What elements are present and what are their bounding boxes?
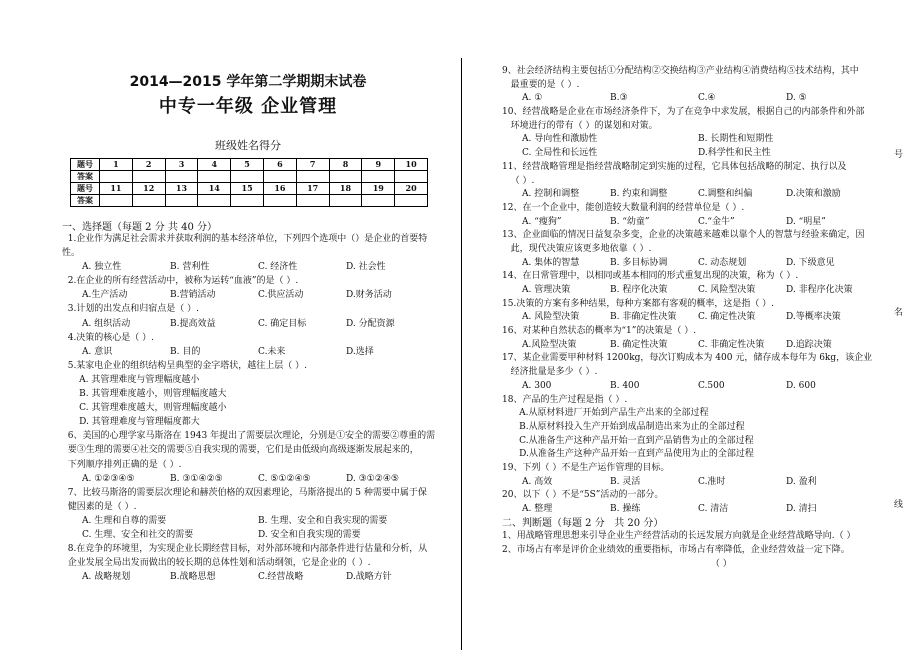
question-text: D.从准备生产这种产品开始一直到产品使用为止的全部过程 [502, 449, 754, 460]
option[interactable]: B. 目的 [170, 346, 201, 357]
option[interactable]: B. 非确定性决策 [610, 312, 677, 323]
option[interactable]: C. 经济性 [258, 262, 298, 273]
question-text: 1.企业作为满足社会需求并获取利润的基本经济单位，下列四个选项中（）是企业的首要特 [62, 234, 428, 244]
option[interactable]: D.决策和激励 [786, 189, 841, 200]
section-choice-heading: 一、选择题（每题 2 分 共 40 分） [62, 222, 217, 233]
score-table [70, 158, 428, 207]
option[interactable]: A. ① [522, 93, 543, 104]
option[interactable]: D.等概率决策 [786, 312, 841, 323]
question-text: 18、产品的生产过程是指（ ）. [502, 394, 628, 405]
option-row [502, 381, 874, 395]
option[interactable]: C.未来 [258, 346, 286, 357]
option[interactable]: D. 下级意见 [786, 257, 835, 268]
option[interactable]: C. ⑤①②④⑤ [258, 473, 311, 484]
option[interactable]: C. 全局性和长远性 [522, 148, 598, 159]
question-text: 2、市场占有率是评价企业绩效的重要指标，市场占有率降低，企业经营效益一定下降。 [502, 545, 850, 556]
option-row [502, 504, 874, 518]
option[interactable]: B. 约束和调整 [610, 189, 668, 200]
option[interactable]: B. 程序化决策 [610, 285, 668, 295]
question-text: B. 其管理难度越小，则管理幅度越大 [62, 389, 227, 400]
option[interactable]: C. 生理、安全和社交的需要 [82, 529, 194, 540]
option[interactable]: A. 管理决策 [522, 285, 571, 295]
question-text: 12、在一个企业中，能创造较大数量利润的经营单位是（ ）. [502, 202, 745, 213]
question-text: 企业发展全局出发而做出的较长期的总体性划和活动纲领，它是企业的（ ）. [62, 558, 371, 569]
option-row [502, 340, 874, 354]
option[interactable]: C. 动态规划 [698, 257, 747, 268]
option[interactable]: B.提高效益 [170, 318, 216, 329]
question-text: 13、企业面临的情况日益复杂多变，企业的决策越来越难以靠个人的智慧与经验来确定，因 [502, 230, 865, 241]
option[interactable]: D. 非程序化决策 [786, 285, 853, 295]
name-line: 班级姓名得分 [215, 139, 281, 152]
question-text: 5.某家电企业的组织结构呈典型的金字塔状，越往上层（ ）. [62, 360, 308, 371]
side-mark: 号 [894, 150, 904, 160]
question-text: 4.决策的核心是（ ）. [62, 332, 155, 343]
option[interactable]: C. 确定目标 [258, 318, 307, 329]
question-text: 健因素的是（ ）. [62, 501, 137, 512]
question-text: 11、经营战略管理是指经营战略制定到实施的过程，它具体包括战略的制定、执行以及 [502, 161, 847, 172]
option[interactable]: B. “幼童” [610, 216, 650, 227]
option[interactable]: A. 组织活动 [82, 318, 131, 329]
option[interactable]: D. 安全和自我实现的需要 [258, 529, 361, 540]
table-row: 题号 1 2 3 4 5 6 7 8 9 10 [71, 159, 428, 171]
option[interactable]: A. 生理和自尊的需要 [82, 515, 167, 526]
option[interactable]: C.准时 [698, 476, 726, 487]
option-row [502, 148, 874, 162]
question-text: 1、用战略管理思想来引导企业生产经营活动的长远发展方向就是企业经营战略导向.（ ） [502, 531, 856, 542]
option-row [502, 217, 874, 231]
question-text: 15.决策的方案有多种结果，每种方案都有客观的概率，这是指（ ）. [502, 298, 775, 309]
option-row [62, 572, 434, 586]
question-text: 3.计划的出发点和归宿点是（ ）. [62, 304, 200, 315]
option[interactable]: D. 清扫 [786, 504, 817, 514]
question-text: 9、社会经济结构主要包括①分配结构②交换结构③产业结构④消费结构⑤技术结构，其中 [502, 66, 859, 76]
option-row [502, 93, 874, 107]
option[interactable]: D. 分配资源 [346, 318, 395, 329]
question-text: A.从原材料进厂开始到产品生产出来的全部过程 [502, 408, 709, 419]
option[interactable]: C. 风险型决策 [698, 285, 756, 295]
question-text: 7、比较马斯洛的需要层次理论和赫茨伯格的双因素理论，马斯洛提出的 5 种需要中属于保 [62, 487, 427, 498]
option[interactable]: C. 非确定性决策 [698, 339, 765, 350]
question-text: 17、某企业需要甲种材料 1200kg，每次订购成本为 400 元，储存成本每年为 6kg，该企业 [502, 353, 873, 364]
option[interactable]: C.经营战略 [258, 572, 304, 583]
question-text: 此，现代决策应该更多地依靠（ ）. [502, 243, 652, 254]
option[interactable]: C.“金牛” [698, 216, 735, 227]
option[interactable]: D.财务活动 [346, 290, 392, 301]
option[interactable]: B. ③①④②⑤ [170, 473, 223, 484]
option[interactable]: B. 400 [610, 380, 640, 391]
question-text: A. 其管理难度与管理幅度越小 [62, 374, 200, 385]
option-row [502, 134, 874, 148]
option[interactable]: D. 盈利 [786, 476, 817, 487]
option[interactable]: A. “瘦狗” [522, 216, 562, 227]
option[interactable]: C.④ [698, 93, 716, 104]
question-text: D. 其管理难度与管理幅度都大 [62, 417, 200, 428]
question-text: 6、美国的心理学家马斯洛在 1943 年提出了需要层次理论，分别是①安全的需要②尊重的需 [62, 431, 436, 442]
exam-year-title: 2014—2015 学年第二学期期末试卷 [129, 74, 367, 90]
option-row [502, 477, 874, 491]
option[interactable]: A.生产活动 [82, 290, 128, 301]
side-mark: 名 [894, 308, 904, 318]
option[interactable]: C.供应活动 [258, 290, 304, 301]
question-text: 10、经营战略是企业在市场经济条件下，为了在竞争中求发展，根据自己的内部条件和外部 [502, 107, 865, 118]
question-text: 14、在日常管理中，以相同或基本相同的形式重复出现的决策，称为（ ）. [502, 271, 799, 282]
option[interactable]: D. 社会性 [346, 262, 386, 273]
option-row [62, 530, 434, 544]
option[interactable]: A. 导向性和激励性 [522, 134, 598, 145]
question-text: 最重要的是（ ）. [502, 79, 580, 90]
question-text: 20、以下（ ）不是“5S”活动的一部分。 [502, 490, 664, 501]
option[interactable]: A. 整理 [522, 504, 553, 514]
option[interactable]: B. 确定性决策 [610, 339, 668, 350]
table-row: 题号 11 12 13 14 15 16 17 18 19 20 [71, 183, 428, 195]
option-row [62, 474, 434, 488]
side-mark: 线 [894, 500, 904, 510]
option[interactable]: B. 操练 [610, 504, 641, 514]
option-row [502, 189, 874, 203]
question-text: 性。 [62, 248, 81, 259]
option[interactable]: B.战略思想 [170, 572, 216, 583]
question-text: 19、下列（ ）不是生产运作管理的目标。 [502, 462, 670, 473]
question-text: 环境进行的带有（ ）的谋划和对策。 [502, 120, 658, 131]
option-row [502, 258, 874, 272]
option[interactable]: C. 确定性决策 [698, 312, 756, 323]
option[interactable]: D. “明星” [786, 216, 826, 227]
question-text: C.从准备生产这种产品开始一直到产品销售为止的全部过程 [502, 435, 754, 446]
option-row [502, 312, 874, 326]
option[interactable]: D.选择 [346, 346, 374, 357]
question-text: 下列顺序排列正确的是（ ）. [62, 459, 182, 470]
question-text: 16、对某种自然状态的概率为“1”的决策是（ ）. [502, 326, 697, 337]
option-row [62, 262, 434, 276]
option-row [502, 285, 874, 299]
left-column [62, 222, 434, 586]
question-text: 8.在竞争的环境里，为实现企业长期经营目标，对外部环境和内部条件进行估量和分析，从 [62, 544, 428, 555]
option[interactable]: A. 300 [522, 380, 552, 391]
option[interactable]: C. 清洁 [698, 504, 729, 514]
section-heading: 二、判断题（每题 2 分 共 20 分） [502, 517, 664, 529]
option[interactable]: C.500 [698, 380, 725, 391]
option[interactable]: D.追踪决策 [786, 339, 832, 350]
option[interactable]: B. 多目标协调 [610, 257, 668, 268]
question-text: （ ） [502, 558, 732, 569]
option[interactable]: B.营销活动 [170, 290, 216, 301]
option[interactable]: B. 长期性和短期性 [698, 134, 774, 145]
question-text: C. 其管理难度越大，则管理幅度越小 [62, 403, 227, 414]
option[interactable]: D.战略方针 [346, 572, 392, 583]
option-row [62, 290, 434, 304]
option-row [62, 516, 434, 530]
course-title: 中专一年级 企业管理 [158, 96, 338, 117]
option[interactable]: D. ⑤ [786, 93, 807, 104]
option-row [62, 319, 434, 333]
table-row: 答案 [71, 195, 428, 207]
question-text: 2.在企业的所有经营活动中，被称为运转“血液”的是（ ）. [62, 276, 299, 287]
table-row: 答案 [71, 171, 428, 183]
option[interactable]: A. 战略规划 [82, 572, 131, 583]
option[interactable]: D. 600 [786, 380, 816, 391]
option[interactable]: A. ①②③④⑤ [82, 473, 135, 484]
option[interactable]: A. 独立性 [82, 262, 122, 273]
question-text: B.从原材料投入生产开始到成品制造出来为止的全部过程 [502, 421, 745, 432]
right-column [502, 66, 874, 572]
column-divider [461, 58, 462, 650]
option-row [62, 347, 434, 361]
option[interactable]: A. 高效 [522, 476, 553, 487]
option[interactable]: B. 营利性 [170, 262, 210, 273]
option[interactable]: B. 灵活 [610, 476, 641, 487]
option[interactable]: D.科学性和民主性 [698, 148, 771, 159]
option[interactable]: A.风险型决策 [522, 339, 577, 350]
question-text: 经济批量是多少（ ）. [502, 367, 598, 378]
option[interactable]: A. 控制和调整 [522, 189, 580, 200]
option[interactable]: B. 生理、安全和自我实现的需要 [258, 515, 388, 526]
option[interactable]: B.③ [610, 93, 628, 104]
left-questions [62, 234, 434, 586]
option[interactable]: C.调整和纠偏 [698, 189, 753, 200]
option[interactable]: A. 意识 [82, 346, 113, 357]
right-questions [502, 66, 874, 572]
question-text: 要③生理的需要④社交的需要⑤自我实现的需要，它们是由低级向高级逐渐发展起来的， [62, 445, 419, 456]
option[interactable]: A. 风险型决策 [522, 312, 580, 323]
option[interactable]: D. ③①②④⑤ [346, 473, 399, 484]
question-text: （ ）. [502, 175, 535, 186]
option[interactable]: A. 集体的智慧 [522, 257, 580, 268]
